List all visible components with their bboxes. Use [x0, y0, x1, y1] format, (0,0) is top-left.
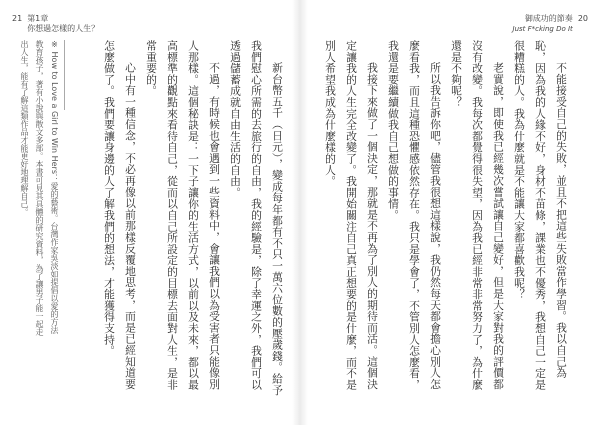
right-paragraph-3: 所以我告訴你吧，儘管我很想這樣說，我仍然每天都會擔心別人怎麼看我，而且這種恐懼感依然存在。我只是學會了，不管別人怎麼看，我還是要繼續做我自己想做的事情。 [387, 40, 442, 391]
right-paragraph-4: 我接下來做了一個決定，那就是不再為了別人的期待而活。這個決定讓我的人生完全改變了。我開始關注自己真正想要的是什麼，而不是別人希望我成為什麼樣的人。 [324, 40, 379, 391]
chapter-number: 第1章 [27, 14, 49, 23]
right-page [300, 0, 600, 425]
chapter-title: 你想過怎樣的人生？ [27, 24, 100, 33]
left-body-text [70, 40, 288, 400]
left-running-head [12, 14, 99, 34]
left-paragraph-2: 不過，有時候也會遇到一些資料中，會讓我們以為受害者只能像別人那樣。這個秘訣是：一下子讓你的生活方式，以前以及未來，都以最高標準的觀點來看待自己，從而以自己所設定的目標去面對人生，是非常重要的。 [145, 40, 221, 391]
left-paragraph-1: 新台幣五千（日元），變成每年都有不只一萬六位數的壓歲錢。給予我們慰心所需的去旅行的自由，我的經驗是，除了幸運之外，我們可以透過儲蓄成就自由生活的自由。 [229, 40, 284, 396]
right-body-text [316, 40, 572, 400]
book-gutter [292, 0, 308, 425]
footnote: ※ How to Love a Girl to Win Hers：愛的藝術。台灣作家吳淡如提倡以愛的方法教育孩子，著有小說與散文多部。本書可見其具體的研究資料，為了讓男子能一起走出人生，能有了解這類作品才能更好地理解自己。 [20, 40, 59, 336]
footnote-divider [64, 40, 65, 110]
right-running-head [513, 14, 589, 34]
right-paragraph-2: 老實說，即使我已經幾次嘗試讓自己變好，但是大家對我的評價都沒有改變。我每次都覺得很失望，因為我已經非常非常努力了，為什麼還是不夠呢？ [450, 40, 505, 391]
right-page-number: 20 [577, 14, 588, 23]
left-paragraph-3: 心中有一種信念，不必再像以前那樣反覆地思考，而是已經知道要怎麼做了。我們要讓身邊的人了解我們的想法，才能獲得支持。 [103, 40, 137, 390]
running-title: 御成功的節奏 [524, 14, 573, 23]
left-page-number: 21 [12, 14, 23, 23]
running-title-english: Just F*cking Do It [512, 25, 573, 33]
right-paragraph-1: 不能接受自己的失敗，並且不把這些失敗當作學習。我以自己為恥，因為我的人緣不好，身材不苗條，課業也不優秀，我想自己一定是很糟糕的人。我為什麼就是不能讓大家都喜歡我呢？ [513, 40, 568, 391]
